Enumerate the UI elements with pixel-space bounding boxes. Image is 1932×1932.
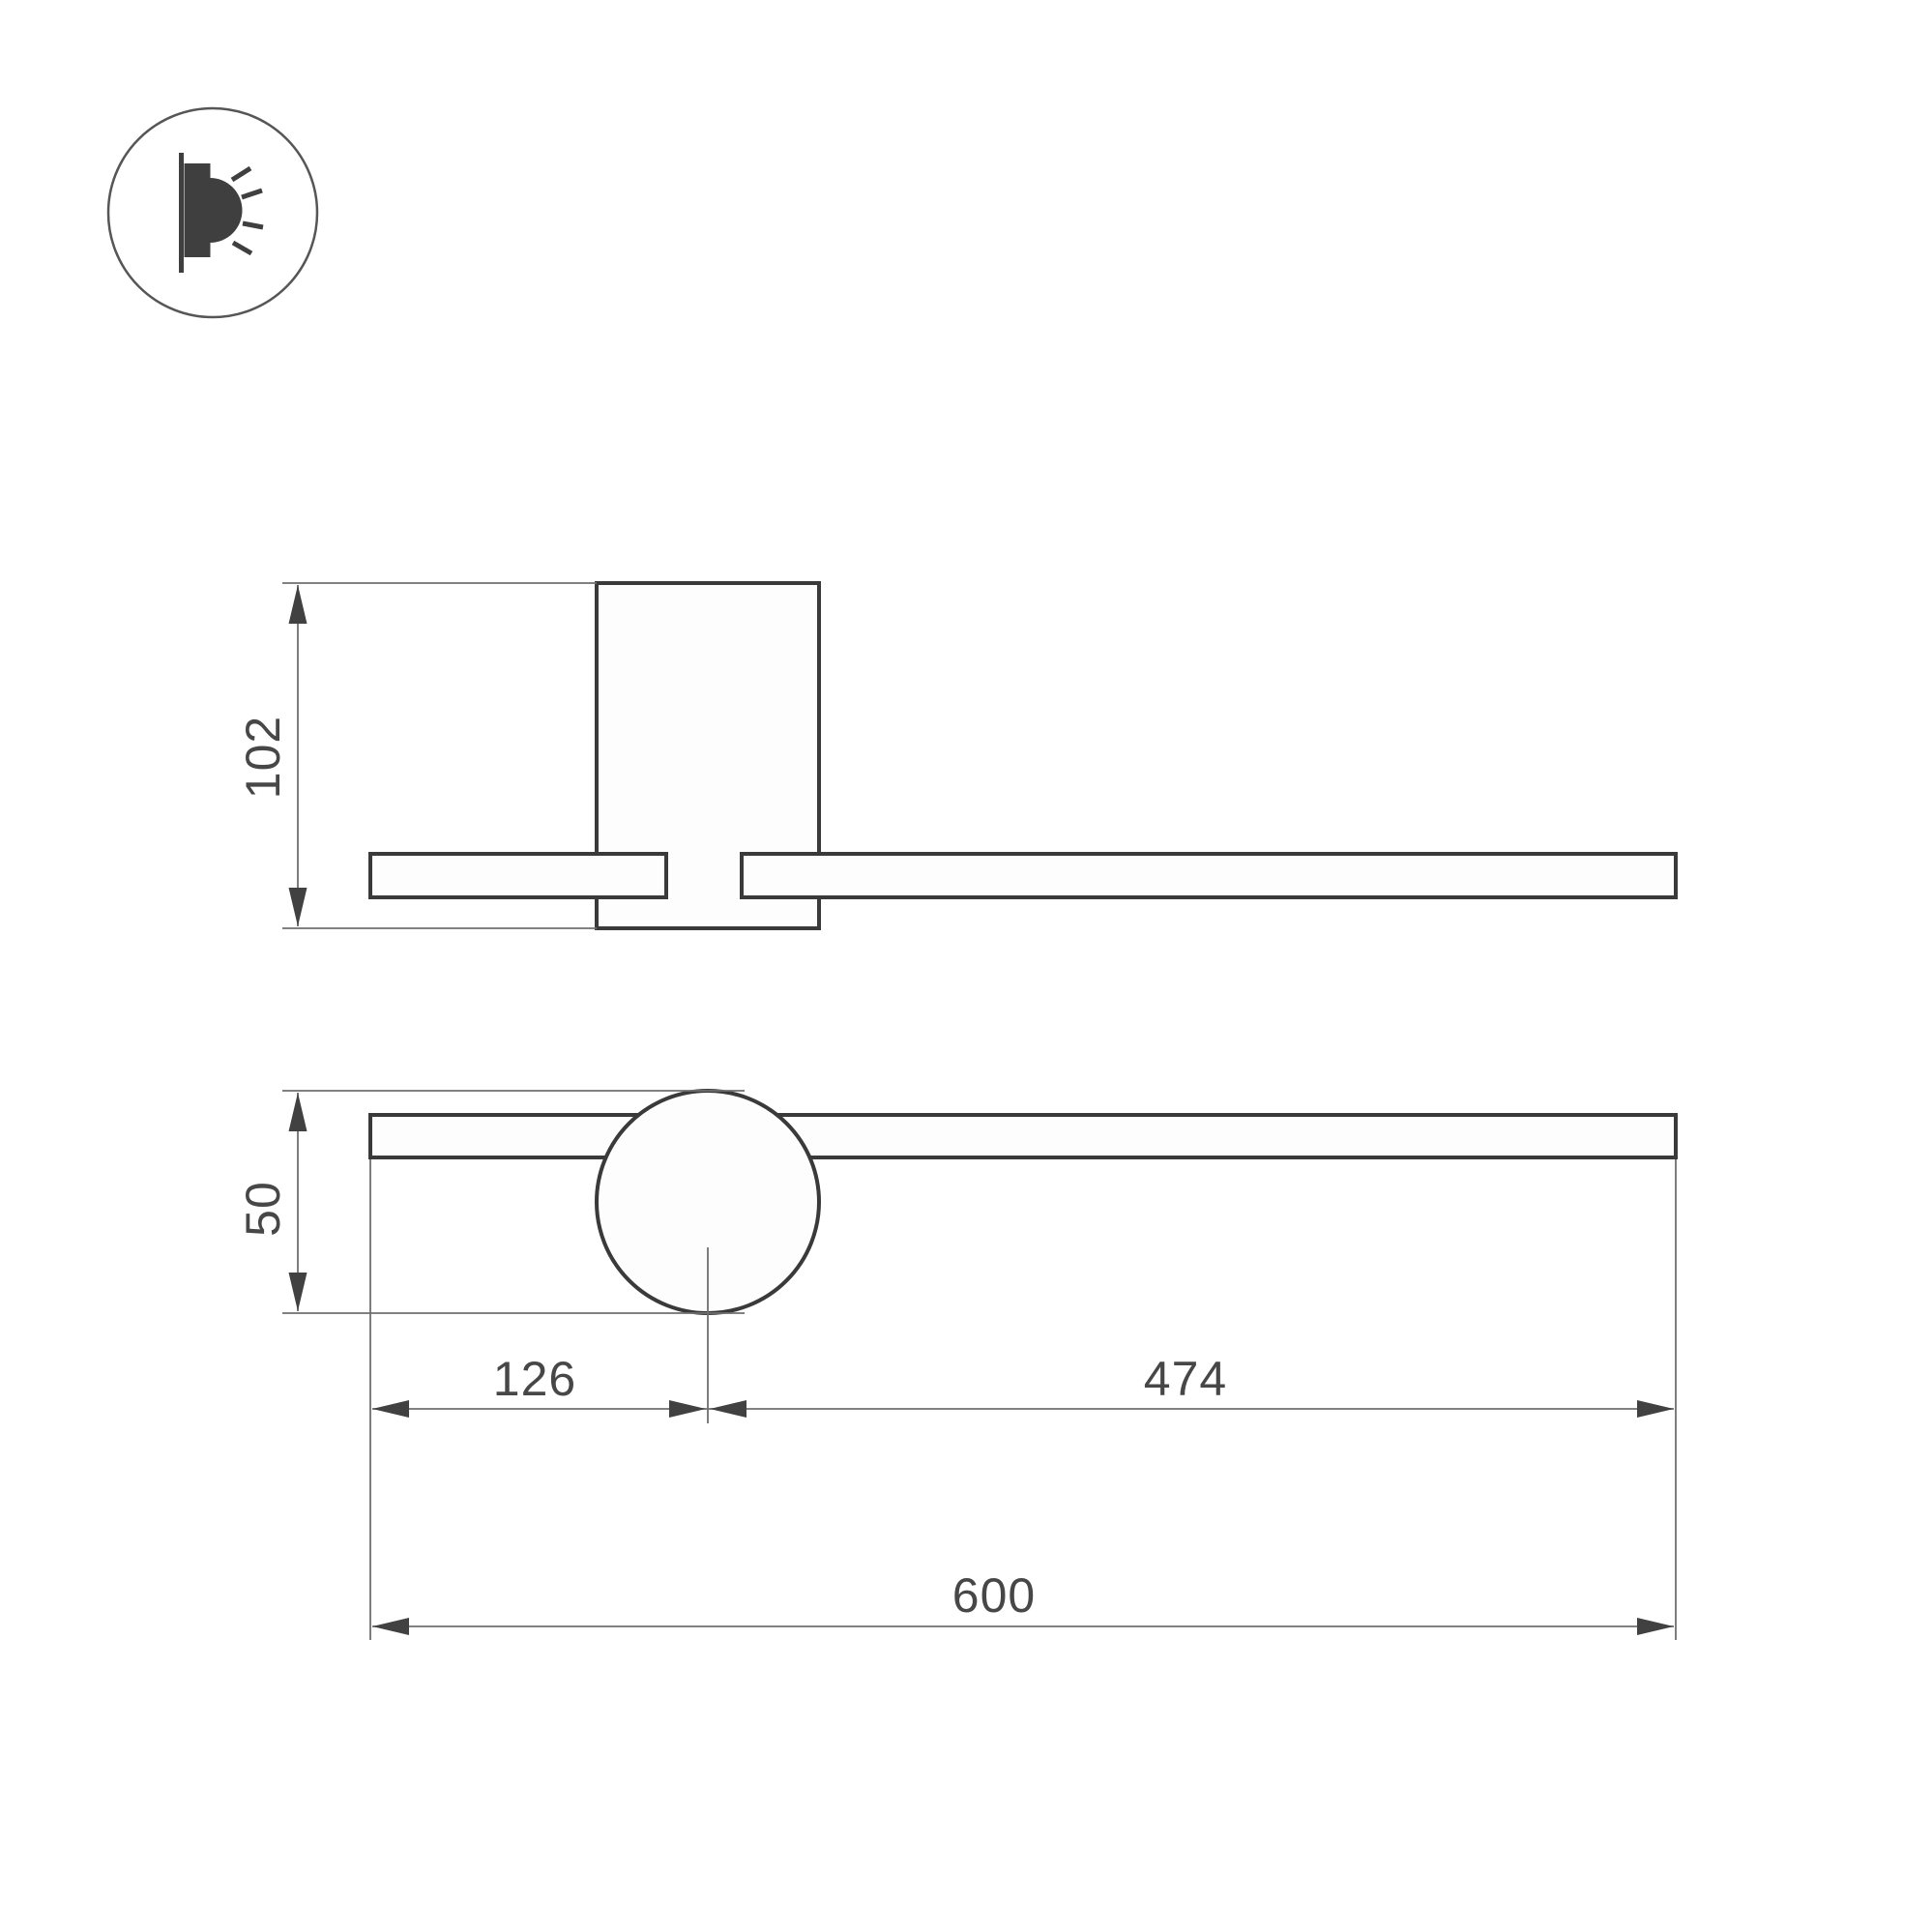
arrow-up-icon [289, 1093, 307, 1131]
icon-lamp-dome [210, 178, 243, 243]
front-view [236, 1091, 1676, 1640]
dimension-label-left-offset: 126 [492, 1352, 577, 1406]
icon-light-ray [243, 223, 263, 227]
arrow-right-icon [1637, 1400, 1674, 1418]
icon-light-ray [242, 190, 262, 197]
arrow-right-icon [1637, 1618, 1674, 1635]
dimension-label-height: 102 [236, 715, 290, 800]
front-view-bar [370, 1115, 1676, 1157]
icon-light-ray [232, 168, 250, 180]
side-view-right-arm [742, 854, 1676, 897]
dimension-label-diameter: 50 [236, 1181, 290, 1237]
arrow-down-icon [289, 1273, 307, 1311]
dimension-label-total-length: 600 [951, 1568, 1037, 1623]
icon-wall-line [179, 153, 184, 273]
dimension-label-right-span: 474 [1143, 1352, 1228, 1406]
arrow-left-icon [372, 1618, 409, 1635]
arrow-left-icon [710, 1400, 746, 1418]
arrow-down-icon [289, 888, 307, 926]
icon-lamp-body [185, 163, 211, 257]
arrow-up-icon [289, 585, 307, 624]
arrow-right-icon [669, 1400, 706, 1418]
wall-light-icon [108, 108, 317, 317]
side-view [236, 583, 1676, 928]
dimension-600 [372, 1568, 1674, 1635]
icon-light-ray [233, 243, 251, 253]
arrow-left-icon [372, 1400, 409, 1418]
side-view-left-arm [370, 854, 666, 897]
dimension-126-474 [372, 1352, 1674, 1418]
